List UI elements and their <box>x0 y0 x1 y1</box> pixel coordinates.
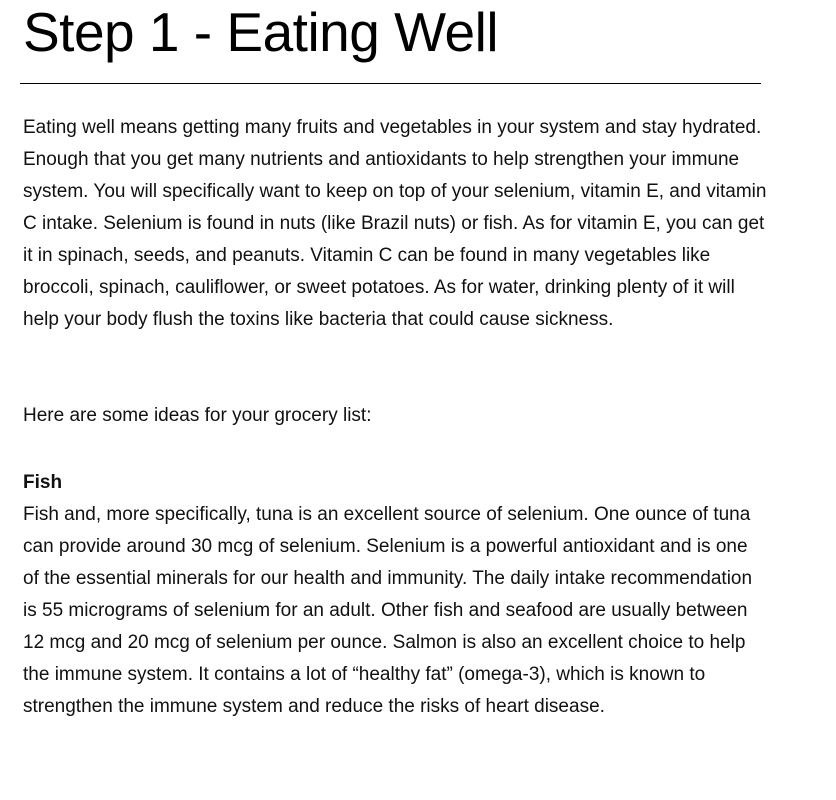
page-title: Step 1 - Eating Well <box>23 1 499 63</box>
section-body-fish: Fish and, more specifically, tuna is an excellent source of selenium. One ounce of tuna can provide around 30 mcg of selenium. Selenium is a powerful antioxidant and is one of the essential minerals for our health and immunity. The daily intake recommendation is 55 micrograms of selenium for an adult. Other fish and seafood are usually between 12 mcg and 20 mcg of selenium per ounce. Salmon is also an excellent choice to help the immune system. It contains a lot of “healthy fat” (omega-3), which is known to strengthen the immune system and reduce the risks of heart disease. <box>23 504 753 717</box>
title-divider <box>20 83 761 84</box>
grocery-list-intro: Here are some ideas for your grocery list: <box>23 405 372 426</box>
section-heading-fish: Fish <box>23 472 63 493</box>
intro-paragraph: Eating well means getting many fruits and vegetables in your system and stay hydrated. Enough that you get many nutrients and antioxidants to help strengthen your immune system. You will specifically want to keep on top of your selenium, vitamin E, and vitamin C intake. Selenium is found in nuts (like Brazil nuts) or fish. As for vitamin E, you can get it in spinach, seeds, and peanuts. Vitamin C can be found in many vegetables like broccoli, spinach, cauliflower, or sweet potatoes. As for water, drinking plenty of it will help your body flush the toxins like bacteria that could cause sickness. <box>23 117 767 330</box>
